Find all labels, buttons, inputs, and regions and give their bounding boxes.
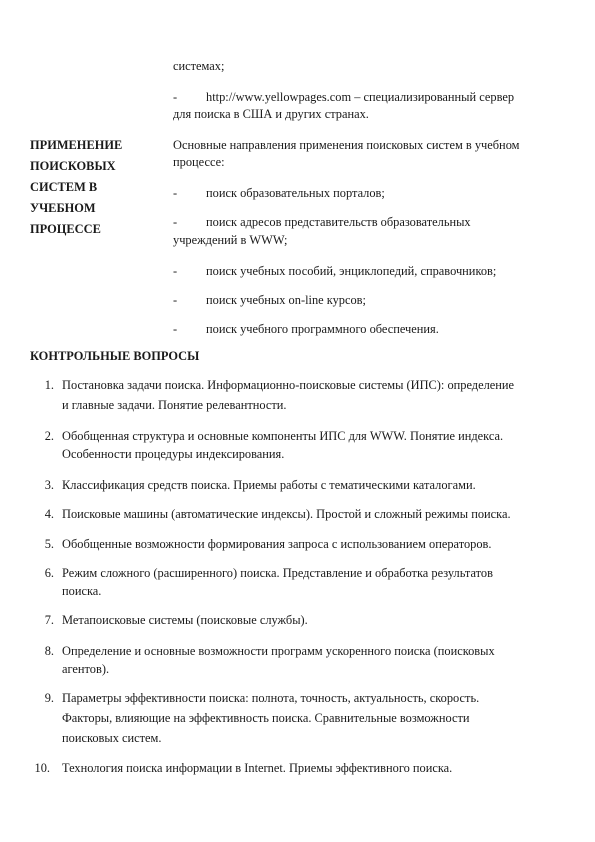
- question-text: агентов).: [62, 662, 110, 676]
- section-heading-line: ПРОЦЕССЕ: [30, 222, 101, 236]
- question-text: поисковых систем.: [62, 731, 162, 745]
- list-item-text: поиск образовательных порталов;: [206, 186, 385, 200]
- bullet-dash: -: [173, 186, 178, 200]
- question-text: Определение и основные возможности программ ускоренного поиска (поисковых: [62, 644, 495, 658]
- question-text: Обобщенная структура и основные компоненты ИПС для WWW. Понятие индекса.: [62, 429, 504, 443]
- yellowpages-url[interactable]: http://www.yellowpages.com: [206, 90, 352, 104]
- question-text: Особенности процедуры индексирования.: [62, 447, 285, 461]
- bullet-dash: -: [173, 90, 178, 104]
- section-heading-line: СИСТЕМ В: [30, 180, 98, 194]
- yellowpages-item: [206, 89, 566, 106]
- question-number: 1.: [44, 378, 54, 392]
- question-number: 10.: [34, 761, 50, 775]
- question-text: Технология поиска информации в Internet. Приемы эффективного поиска.: [62, 761, 453, 775]
- continuation-line-3: для поиска в США и других странах.: [173, 107, 369, 121]
- list-item-text: поиск учебного программного обеспечения.: [206, 322, 439, 336]
- question-text: Обобщенные возможности формирования запроса с использованием операторов.: [62, 537, 492, 551]
- bullet-dash: -: [173, 264, 178, 278]
- question-text: Классификация средств поиска. Приемы работы с тематическими каталогами.: [62, 478, 476, 492]
- list-item-text: поиск учебных пособий, энциклопедий, справочников;: [206, 264, 497, 278]
- section-heading-line: УЧЕБНОМ: [30, 201, 96, 215]
- question-number: 4.: [44, 507, 54, 521]
- question-text: Факторы, влияющие на эффективность поиска. Сравнительные возможности: [62, 711, 470, 725]
- section-intro-line: процессе:: [173, 155, 225, 169]
- yellowpages-description: – специализированный сервер: [351, 90, 515, 104]
- question-text: поиска.: [62, 584, 102, 598]
- question-number: 8.: [44, 644, 54, 658]
- question-text: Поисковые машины (автоматические индексы). Простой и сложный режимы поиска.: [62, 507, 511, 521]
- list-item-text-continued: учреждений в WWW;: [173, 233, 288, 247]
- question-number: 5.: [44, 537, 54, 551]
- question-text: и главные задачи. Понятие релевантности.: [62, 398, 287, 412]
- bullet-dash: -: [173, 293, 178, 307]
- section-intro-line: Основные направления применения поисковых систем в учебном: [173, 138, 520, 152]
- bullet-dash: -: [173, 322, 178, 336]
- question-number: 9.: [44, 691, 54, 705]
- questions-title: КОНТРОЛЬНЫЕ ВОПРОСЫ: [30, 349, 200, 363]
- question-number: 2.: [44, 429, 54, 443]
- continuation-line-1: системах;: [173, 59, 225, 73]
- section-heading-line: ПРИМЕНЕНИЕ: [30, 138, 123, 152]
- section-heading-line: ПОИСКОВЫХ: [30, 159, 116, 173]
- question-number: 6.: [44, 566, 54, 580]
- question-text: Метапоисковые системы (поисковые службы).: [62, 613, 308, 627]
- question-number: 7.: [44, 613, 54, 627]
- question-text: Режим сложного (расширенного) поиска. Представление и обработка результатов: [62, 566, 493, 580]
- list-item-text: поиск учебных on-line курсов;: [206, 293, 366, 307]
- question-text: Параметры эффективности поиска: полнота, точность, актуальность, скорость.: [62, 691, 480, 705]
- bullet-dash: -: [173, 215, 178, 229]
- list-item-text: поиск адресов представительств образовательных: [206, 215, 471, 229]
- question-text: Постановка задачи поиска. Информационно-поисковые системы (ИПС): определение: [62, 378, 515, 392]
- question-number: 3.: [44, 478, 54, 492]
